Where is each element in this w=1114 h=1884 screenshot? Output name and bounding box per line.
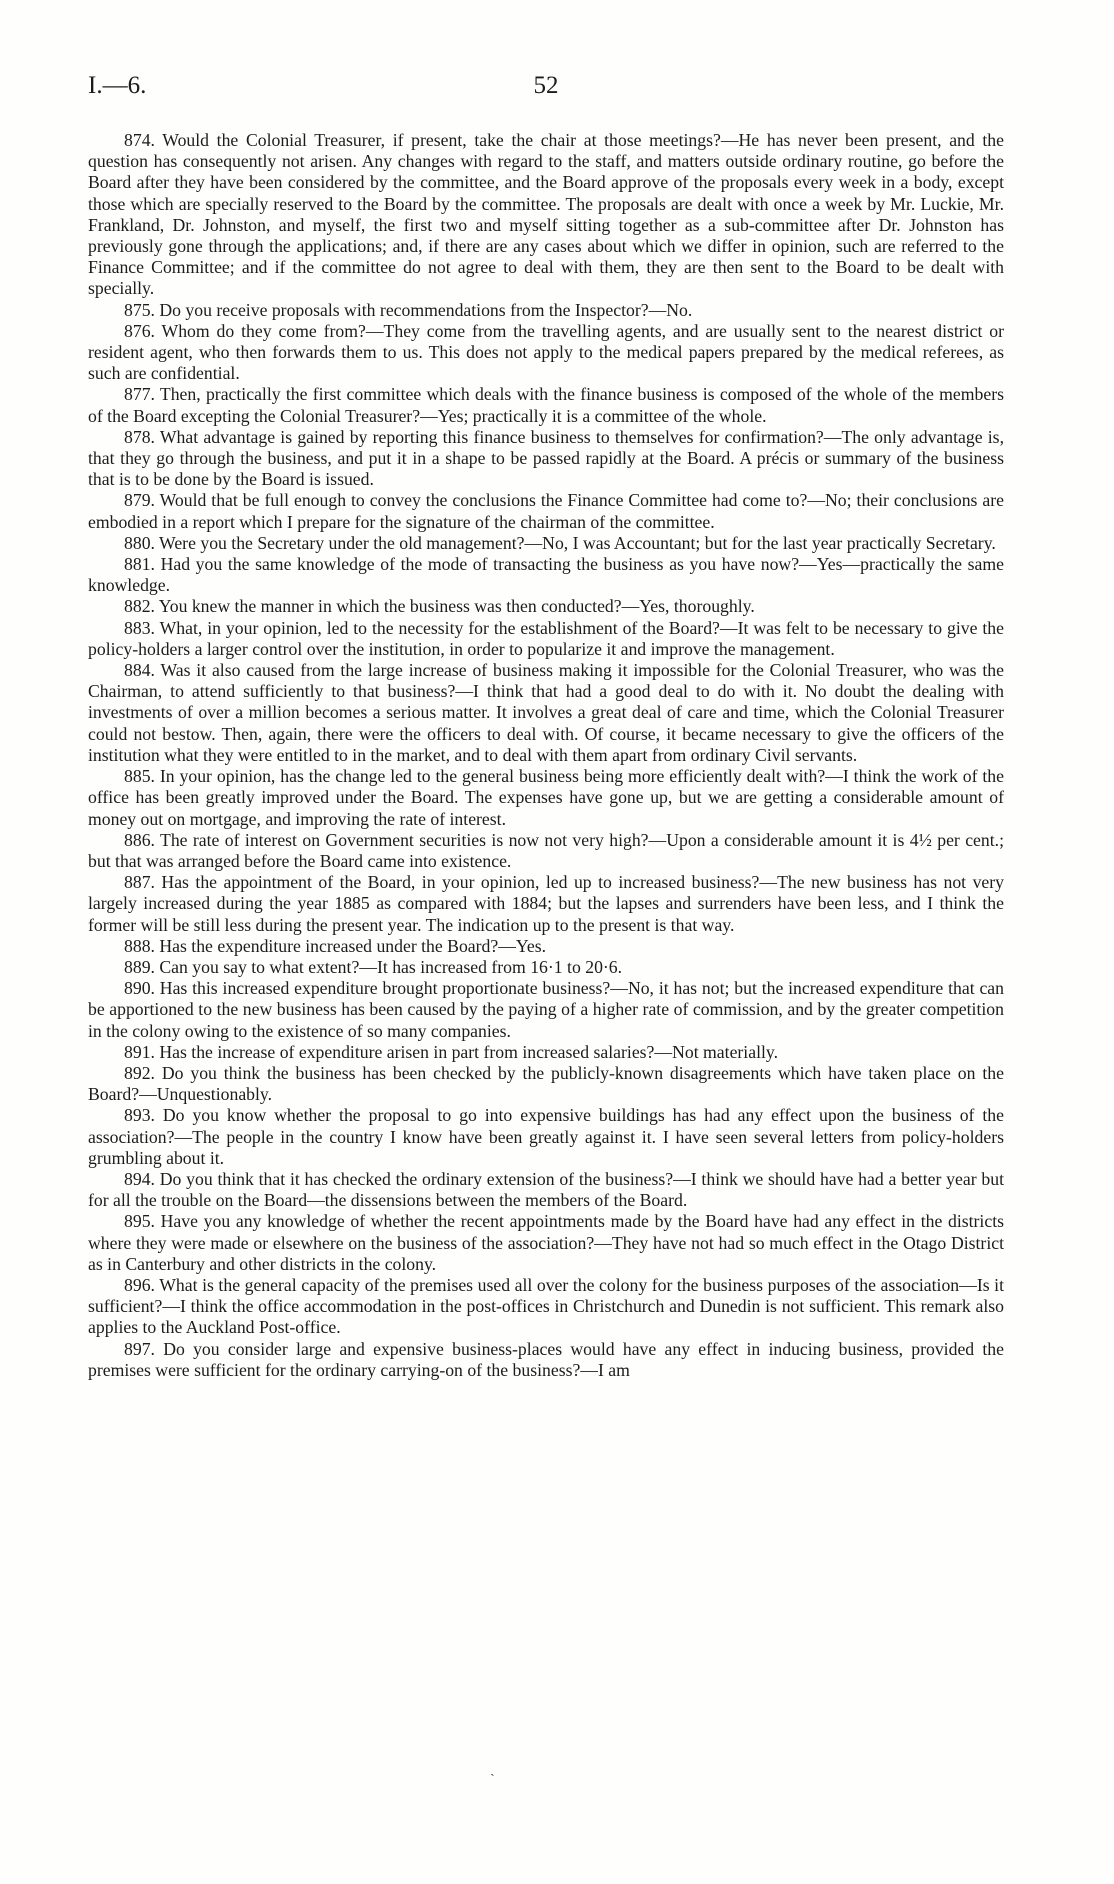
scan-speck: ˎ [490, 1762, 495, 1777]
paragraph-883: 883. What, in your opinion, led to the necessity for the establishment of the Board?—It was felt to be necessary to give the policy-holders a larger control over the institution, in order to popularize it and improve the management. [88, 617, 1004, 659]
paragraph-882: 882. You knew the manner in which the business was then conducted?—Yes, thoroughly. [124, 596, 755, 617]
paragraph-876: 876. Whom do they come from?—They come from the travelling agents, and are usually sent to the nearest district or resident agent, who then forwards them to us. This does not apply to the medical papers prepared by the medical referees, as such are confidential. [88, 320, 1004, 384]
paragraph-888: 888. Has the expenditure increased under the Board?—Yes. [124, 935, 547, 956]
paragraph-894: 894. Do you think that it has checked the ordinary extension of the business?—I think we should have had a better year but for all the trouble on the Board—the dissensions between the members of the Board. [88, 1168, 1004, 1211]
paragraph-881: 881. Had you the same knowledge of the mode of transacting the business as you have now?—Yes—practically the same knowledge. [88, 554, 1004, 596]
paragraph-875: 875. Do you receive proposals with recommendations from the Inspector?—No. [124, 299, 693, 320]
paragraph-889: 889. Can you say to what extent?—It has increased from 16·1 to 20·6. [124, 956, 623, 977]
document-body [88, 130, 1004, 1381]
paragraph-877: 877. Then, practically the first committee which deals with the finance business is composed of the whole of the members of the Board excepting the Colonial Treasurer?—Yes; practically it is a committee of the whole. [88, 384, 1004, 426]
paragraph-878: 878. What advantage is gained by reporting this finance business to themselves for confirmation?—The only advantage is, that they go through the business, and put it in a shape to be passed rapidly at the Board. A précis or summary of the business that is to be done by the Board is issued. [88, 426, 1004, 490]
paragraph-897: 897. Do you consider large and expensive business-places would have any effect in inducing business, provided the premises were sufficient for the ordinary carrying-on of the business?—I am [88, 1338, 1004, 1380]
page-number: 52 [533, 72, 559, 99]
paragraph-891: 891. Has the increase of expenditure arisen in part from increased salaries?—Not materially. [124, 1041, 779, 1062]
paragraph-874: 874. Would the Colonial Treasurer, if present, take the chair at those meetings?—He has never been present, and the question has consequently not arisen. Any changes with regard to the staff, and matters outside ordinary routine, go before the Board after they have been considered by the committee, and the Board approve of the proposals every week in a body, except those which are specially reserved to the Board by the committee. The proposals are dealt with once a week by Mr. Luckie, Mr. Frankland, Dr. Johnston, and myself, the first two and myself sitting together as a sub-committee after Dr. Johnston has previously gone through the applications; and, if there are any cases about which we differ in opinion, such are referred to the Finance Committee; and if the committee do not agree to deal with them, they are then sent to the Board to be dealt with specially. [88, 130, 1004, 299]
paragraph-896: 896. What is the general capacity of the premises used all over the colony for the business purposes of the association—Is it sufficient?—I think the office accommodation in the post-offices in Christchurch and Dunedin is not sufficient. This remark also applies to the Auckland Post-office. [88, 1274, 1004, 1338]
paragraph-893: 893. Do you know whether the proposal to go into expensive buildings has had any effect upon the business of the association?—The people in the country I know have been greatly against it. I have seen several letters from policy-holders grumbling about it. [88, 1105, 1004, 1168]
paragraph-892: 892. Do you think the business has been checked by the publicly-known disagreements which have taken place on the Board?—Unquestionably. [88, 1062, 1004, 1105]
paragraph-884: 884. Was it also caused from the large increase of business making it impossible for the Colonial Treasurer, who was the Chairman, to attend sufficiently to that business?—I think that had a good deal to do with it. No doubt the dealing with investments of over a million becomes a serious matter. It involves a great deal of care and time, which the Colonial Treasurer could not bestow. Then, again, there were the officers to deal with. Of course, it became necessary to give the officers of the institution what they were entitled to in the market, and to deal with them apart from ordinary Civil servants. [88, 660, 1004, 765]
paragraph-887: 887. Has the appointment of the Board, in your opinion, led up to increased business?—The new business has not very largely increased during the year 1885 as compared with 1884; but the lapses and surrenders have been less, and I think the former will be still less during the present year. The indication up to the present is that way. [88, 872, 1004, 935]
page-header [88, 72, 1004, 106]
paragraph-886: 886. The rate of interest on Government securities is now not very high?—Upon a considerable amount it is 4½ per cent.; but that was arranged before the Board came into existence. [88, 829, 1004, 871]
paragraph-880: 880. Were you the Secretary under the old management?—No, I was Accountant; but for the last year practically Secretary. [124, 532, 996, 553]
paragraph-895: 895. Have you any knowledge of whether the recent appointments made by the Board have had any effect in the districts where they were made or elsewhere on the business of the association?—They have not had so much effect in the Otago District as in Canterbury and other districts in the colony. [88, 1211, 1004, 1274]
paragraph-885: 885. In your opinion, has the change led to the general business being more efficiently dealt with?—I think the work of the office has been greatly improved under the Board. The expenses have gone up, but we are getting a considerable amount of money out on mortgage, and improving the rate of interest. [88, 766, 1004, 829]
paragraph-890: 890. Has this increased expenditure brought proportionate business?—No, it has not; but the increased expenditure that can be apportioned to the new business has been caused by the paying of a higher rate of commission, and by the greater competition in the colony owing to the existence of so many companies. [88, 978, 1004, 1041]
paragraph-879: 879. Would that be full enough to convey the conclusions the Finance Committee had come to?—No; their conclusions are embodied in a report which I prepare for the signature of the chairman of the committee. [88, 490, 1004, 532]
document-reference: I.—6. [88, 72, 147, 99]
